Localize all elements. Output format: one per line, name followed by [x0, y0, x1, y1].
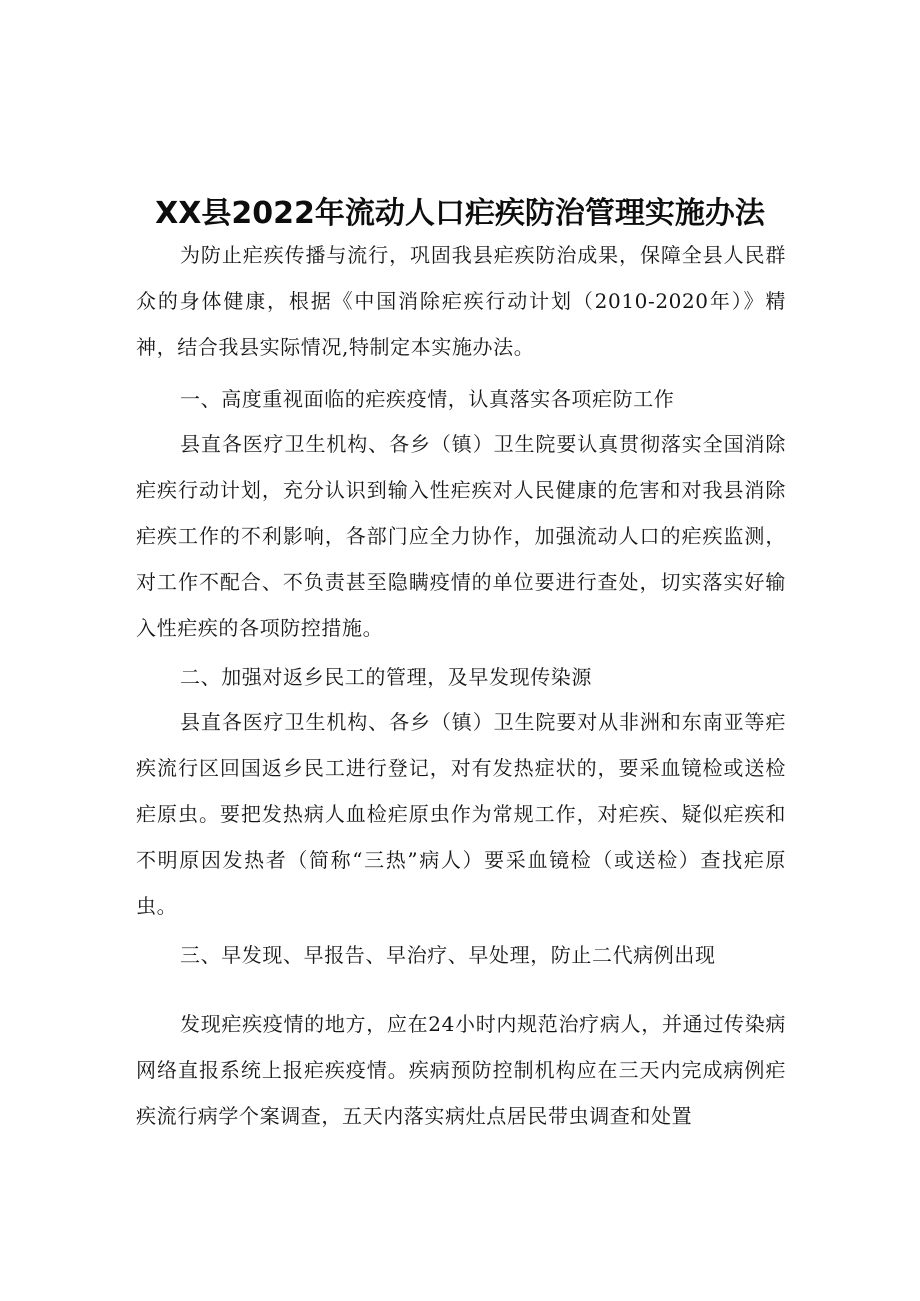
section-3-body: 发现疟疾疫情的地方，应在24小时内规范治疗病人，并通过传染病网络直报系统上报疟疾疫情。疾病预防控制机构应在三天内完成病例疟疾流行病学个案调查，五天内落实病灶点居民带虫调查和处置 — [136, 1012, 786, 1128]
section-1-body: 县直各医疗卫生机构、各乡（镇）卫生院要认真贯彻落实全国消除疟疾行动计划，充分认识到输入性疟疾对人民健康的危害和对我县消除疟疾工作的不利影响，各部门应全力协作，加强流动人口的疟疾监测，对工作不配合、不负责甚至隐瞒疫情的单位要进行查处，切实落实好输入性疟疾的各项防控措施。 — [136, 432, 786, 640]
intro-paragraph: 为防止疟疾传播与流行，巩固我县疟疾防治成果，保障全县人民群众的身体健康，根据《中国消除疟疾行动计划（2010-2020年）》精神，结合我县实际情况,特制定本实施办法。 — [136, 243, 786, 359]
section-1-heading: 一、高度重视面临的疟疾疫情，认真落实各项疟防工作 — [180, 387, 675, 411]
section-2-body: 县直各医疗卫生机构、各乡（镇）卫生院要对从非洲和东南亚等疟疾流行区回国返乡民工进行登记，对有发热症状的，要采血镜检或送检疟原虫。要把发热病人血检疟原虫作为常规工作，对疟疾、疑似疟疾和不明原因发热者（简称“三热”病人）要采血镜检（或送检）查找疟原虫。 — [136, 710, 786, 918]
document-title: XX县2022年流动人口疟疾防治管理实施办法 — [155, 196, 765, 232]
section-2-heading: 二、加强对返乡民工的管理，及早发现传染源 — [180, 665, 592, 689]
section-3-heading: 三、早发现、早报告、早治疗、早处理，防止二代病例出现 — [180, 943, 716, 967]
